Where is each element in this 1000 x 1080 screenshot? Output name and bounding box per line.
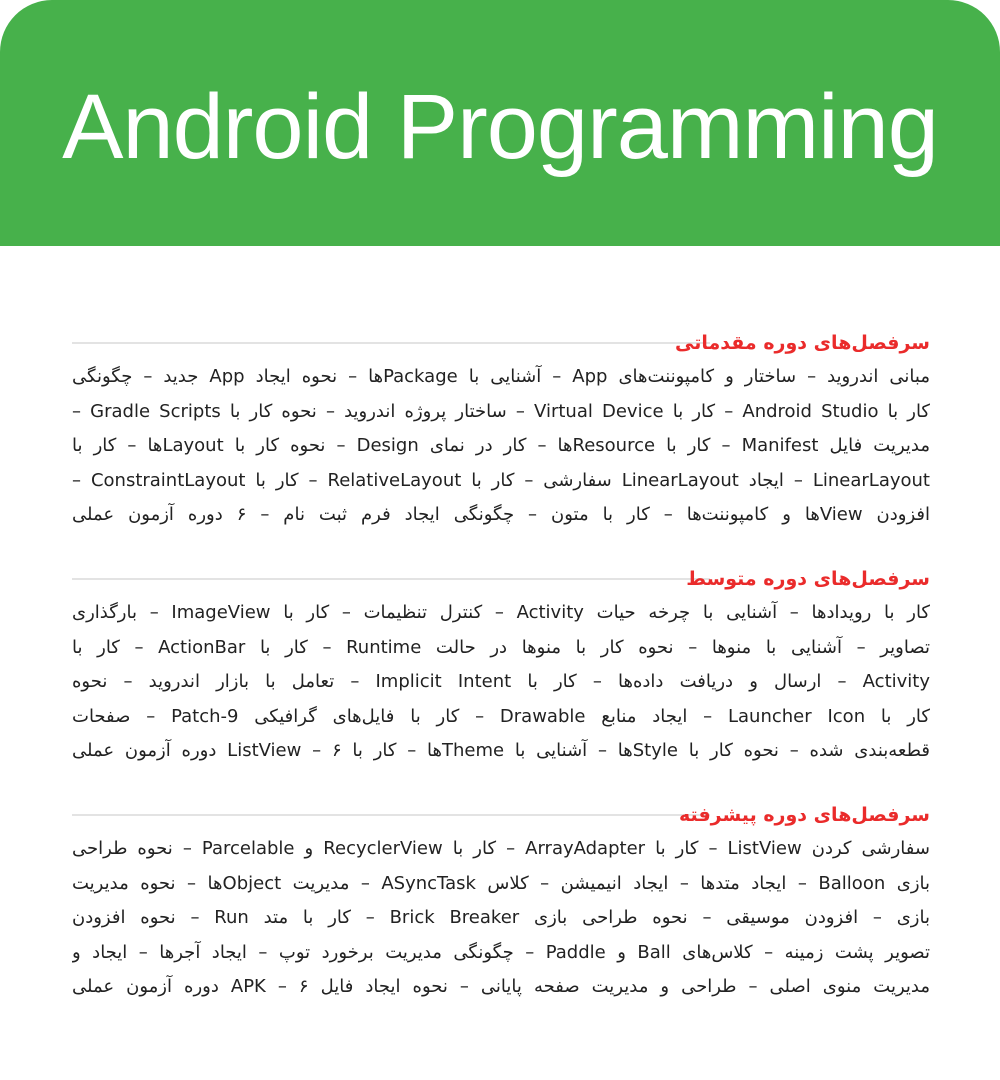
section-header	[72, 798, 930, 832]
section-header	[72, 326, 930, 360]
section-intermediate	[72, 562, 930, 769]
page-title: Android Programming	[62, 76, 938, 178]
section-beginner	[72, 326, 930, 533]
syllabus-line: مدیریت منوی اصلی – طراحی و مدیریت صفحه پایانی – نحوه ایجاد فایل APK – ۶ دوره آزمون عملی	[72, 976, 930, 997]
section-divider	[72, 814, 710, 816]
section-title: سرفصل‌های دوره متوسط	[686, 568, 930, 590]
syllabus-line: تصاویر – آشنایی با منوها – نحوه کار با منوها در حالت Runtime – کار با ActionBar – کار با	[72, 636, 930, 658]
syllabus-line: مدیریت فایل Manifest – کار با Resourceها – کار در نمای Design – نحوه کار با Layoutها – کار با	[72, 435, 930, 456]
syllabus-line: تصویر پشت زمینه – کلاس‌های Ball و Paddle – چگونگی مدیریت برخورد توپ – ایجاد آجرها – ایجاد و	[72, 941, 930, 963]
section-title: سرفصل‌های دوره مقدماتی	[675, 332, 930, 354]
section-divider	[72, 342, 710, 344]
syllabus-line: سفارشی کردن ListView – کار با ArrayAdapter – کار با RecyclerView و Parcelable – نحوه طراحی	[72, 838, 930, 859]
section-divider	[72, 578, 710, 580]
section-advanced	[72, 798, 930, 1005]
section-title: سرفصل‌های دوره پیشرفته	[678, 804, 930, 826]
header-banner	[0, 0, 1000, 246]
syllabus-line: افزودن Viewها و کامپوننت‌ها – کار با متون – چگونگی ایجاد فرم ثبت نام – ۶ دوره آزمون عملی	[72, 504, 930, 525]
syllabus-line: کار با Android Studio – کار با Virtual Device – ساختار پروژه اندروید – نحوه کار با Gradle Scripts –	[72, 400, 930, 422]
section-header	[72, 562, 930, 596]
syllabus-line: کار با رویدادها – آشنایی با چرخه حیات Activity – کنترل تنظیمات – کار با ImageView – بارگذاری	[72, 602, 930, 623]
syllabus-line: Activity – ارسال و دریافت داده‌ها – کار با Implicit Intent – تعامل با بازار اندروید – نحوه	[72, 671, 930, 692]
syllabus-line: بازی – افزودن موسیقی – نحوه طراحی بازی Brick Breaker – کار با متد Run – نحوه افزودن	[72, 907, 930, 928]
syllabus-line: کار با Launcher Icon – ایجاد منابع Drawable – کار با فایل‌های گرافیکی 9-Patch – صفحات	[72, 705, 930, 727]
syllabus-line: مبانی اندروید – ساختار و کامپوننت‌های App – آشنایی با Packageها – نحوه ایجاد App جدید – چگونگی	[72, 366, 930, 387]
syllabus-line: LinearLayout – ایجاد LinearLayout سفارشی – کار با RelativeLayout – کار با ConstraintLayout –	[72, 469, 930, 491]
syllabus-line: قطعه‌بندی شده – نحوه کار با Styleها – آشنایی با Themeها – کار با ListView – ۶ دوره آزمون عملی	[72, 740, 930, 761]
syllabus-line: بازی Balloon – ایجاد متدها – ایجاد انیمیشن – کلاس ASyncTask – مدیریت Objectها – نحوه مدیریت	[72, 872, 930, 894]
